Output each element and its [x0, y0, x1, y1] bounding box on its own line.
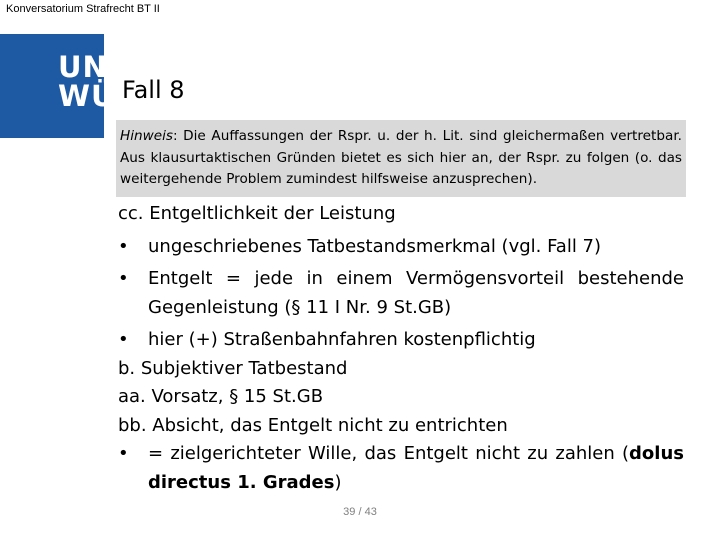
bullet-text: ungeschriebenes Tatbestandsmerkmal (vgl. Fall 7) [148, 235, 602, 257]
bullet-dot: • [118, 329, 129, 350]
bullet-bold-text: dolus directus 1. Grades [148, 443, 684, 493]
bullet-item [118, 440, 684, 497]
bullet-item [118, 233, 684, 262]
bullet-text: hier (+) Straßenbahnfahren kostenpflichtig [148, 329, 536, 350]
logo-line-2: WÜ [58, 79, 116, 113]
page-number: 39 / 43 [343, 506, 377, 518]
slide-title: Fall 8 [122, 76, 185, 104]
logo-line-1: UNI [58, 50, 120, 84]
slide-content [118, 200, 684, 497]
bullet-item [118, 326, 684, 355]
university-logo-text [58, 50, 120, 113]
section-vorsatz: aa. Vorsatz, § 15 St.GB [118, 386, 324, 407]
bullet-dot: • [118, 235, 129, 257]
section-subjektiver-tatbestand: b. Subjektiver Tatbestand [118, 357, 348, 379]
presentation-header-title: Konversatorium Strafrecht BT II [6, 3, 160, 15]
section-absicht: bb. Absicht, das Entgelt nicht zu entrichten [118, 414, 508, 436]
hint-box [116, 120, 686, 197]
bullet-item [118, 265, 684, 322]
hint-text: : Die Auffassungen der Rspr. u. der h. Lit. sind gleichermaßen vertretbar. Aus klausurtaktischen Gründen bietet es sich hier an, der Rspr. zu folgen (o. das weitergehende Problem zumindest hilfsweise anzusprechen). [120, 128, 682, 187]
hint-label: Hinweis [120, 128, 173, 144]
bullet-text: Entgelt = jede in einem Vermögensvorteil bestehende Gegenleistung (§ 11 I Nr. 9 St.GB) [148, 268, 684, 318]
bullet-dot: • [118, 268, 129, 289]
bullet-dot: • [118, 443, 129, 464]
bullet-text: = zielgerichteter Wille, das Entgelt nicht zu zahlen ( [148, 443, 630, 464]
section-entgeltlichkeit: cc. Entgeltlichkeit der Leistung [118, 203, 396, 224]
bullet-text-end: ) [334, 471, 342, 493]
